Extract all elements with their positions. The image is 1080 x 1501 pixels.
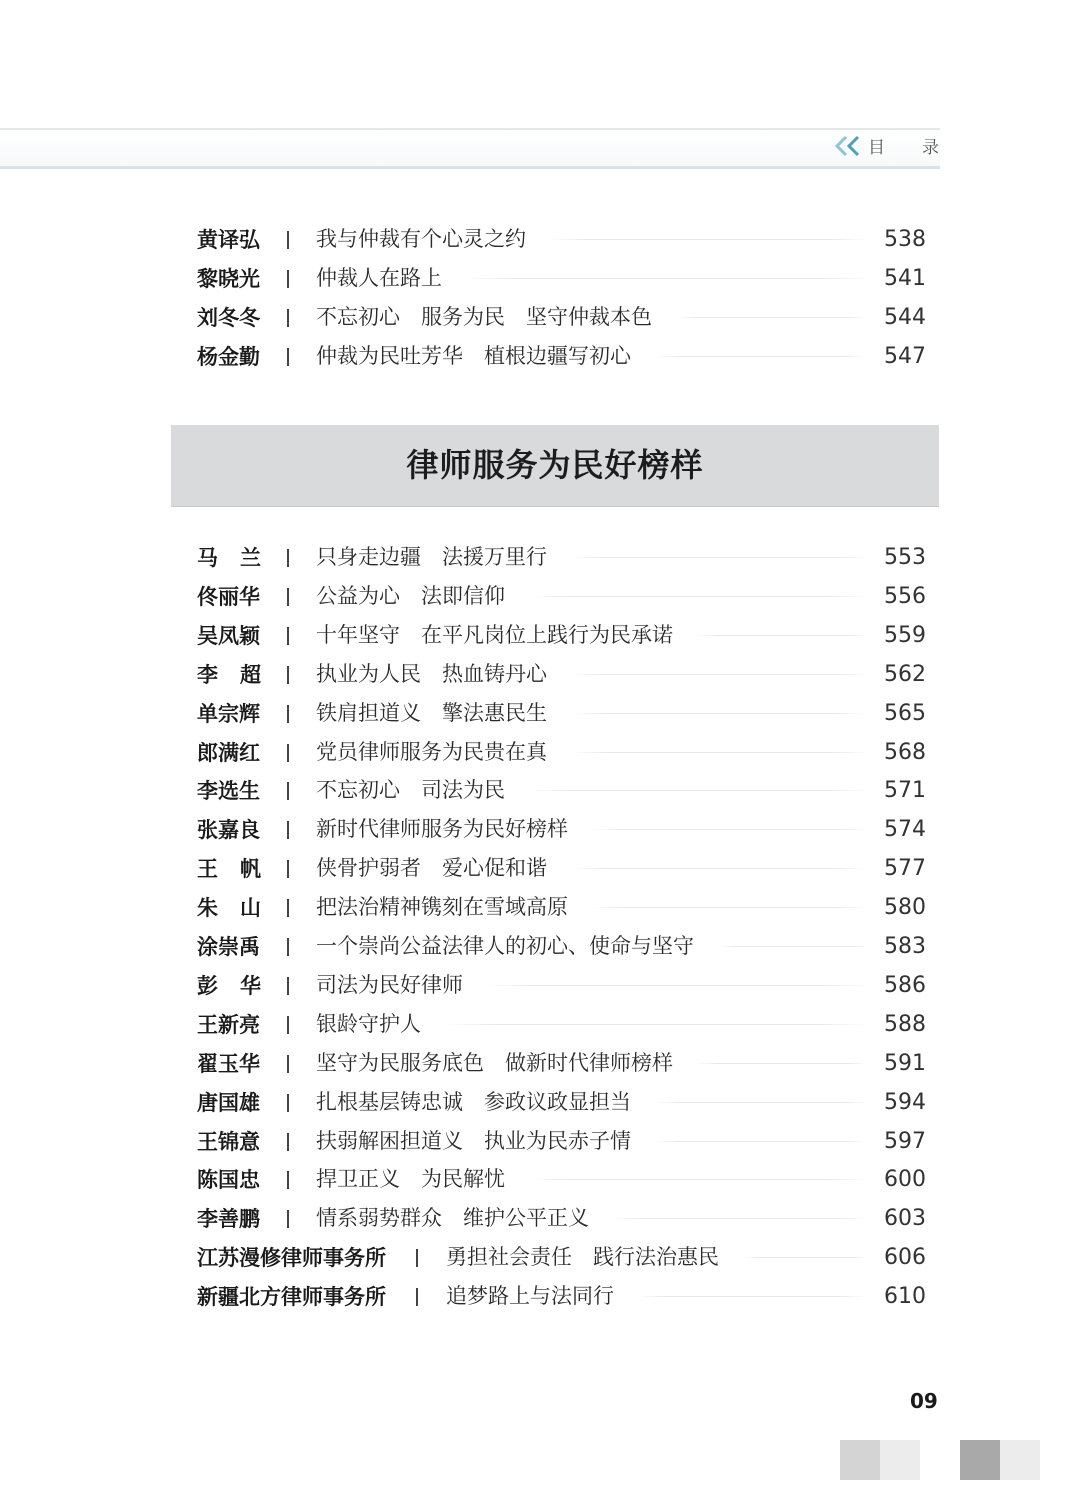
toc-entry[interactable] bbox=[0, 259, 1080, 298]
toc-entry[interactable] bbox=[0, 694, 1080, 733]
toc-entry[interactable] bbox=[0, 1199, 1080, 1238]
toc-entry-author: 涂崇禹 bbox=[197, 934, 260, 959]
toc-entry-page: 568 bbox=[884, 739, 926, 765]
toc-entry-page: 559 bbox=[884, 622, 926, 648]
toc-entry[interactable] bbox=[0, 966, 1080, 1005]
toc-entry-title: 公益为心 法即信仰 bbox=[316, 583, 505, 608]
toc-entry-page: 588 bbox=[884, 1011, 926, 1037]
separator-bar bbox=[287, 977, 289, 995]
leader-line bbox=[697, 635, 868, 636]
toc-entry-author: 王锦意 bbox=[197, 1128, 260, 1154]
leader-line bbox=[529, 790, 868, 791]
leader-line bbox=[571, 557, 868, 558]
separator-bar bbox=[287, 309, 289, 327]
toc-entry-author: 唐国雄 bbox=[197, 1089, 260, 1115]
separator-bar bbox=[287, 860, 289, 878]
toc-entry-title: 执业为人民 热血铸丹心 bbox=[316, 661, 547, 686]
leader-line bbox=[655, 1102, 868, 1103]
leader-line bbox=[718, 946, 868, 947]
leader-line bbox=[550, 239, 868, 240]
toc-entry-page: 603 bbox=[884, 1206, 926, 1232]
leader-line bbox=[466, 278, 868, 279]
separator-bar bbox=[287, 231, 289, 249]
separator-bar bbox=[287, 348, 289, 366]
toc-entry-title: 不忘初心 服务为民 坚守仲裁本色 bbox=[316, 305, 652, 329]
double-chevron-left-icon bbox=[832, 134, 862, 158]
toc-entry-page: 610 bbox=[884, 1284, 926, 1310]
toc-entry[interactable] bbox=[0, 1083, 1080, 1122]
toc-entry-title: 新时代律师服务为民好榜样 bbox=[316, 817, 568, 842]
toc-entry-author: 杨金勤 bbox=[197, 344, 260, 369]
toc-entry-page: 580 bbox=[884, 895, 926, 921]
separator-bar bbox=[287, 821, 289, 839]
leader-line bbox=[655, 356, 868, 357]
toc-entry-title: 侠骨护弱者 爱心促和谐 bbox=[316, 856, 547, 881]
toc-entry-title: 十年坚守 在平凡岗位上践行为民承诺 bbox=[316, 622, 673, 647]
toc-entry-title: 坚守为民服务底色 做新时代律师榜样 bbox=[316, 1050, 673, 1075]
toc-entry[interactable] bbox=[0, 337, 1080, 376]
toc-entry[interactable] bbox=[0, 927, 1080, 966]
toc-entry-title: 司法为民好律师 bbox=[316, 972, 463, 997]
leader-line bbox=[613, 1218, 868, 1219]
toc-entry-page: 600 bbox=[884, 1167, 926, 1193]
leader-line bbox=[743, 1257, 868, 1258]
toc-entry-page: 556 bbox=[884, 583, 926, 609]
toc-entry-author: 江苏漫修律师事务所 bbox=[197, 1245, 386, 1271]
leader-line bbox=[571, 674, 868, 675]
toc-entry-title: 追梦路上与法同行 bbox=[446, 1284, 614, 1309]
toc-entry-author: 李善鹏 bbox=[197, 1206, 260, 1232]
toc-entry[interactable] bbox=[0, 1277, 1080, 1316]
leader-line bbox=[445, 1024, 868, 1025]
separator-bar bbox=[287, 1210, 289, 1228]
separator-bar bbox=[287, 1171, 289, 1189]
leader-line bbox=[638, 1296, 868, 1297]
toc-entry-page: 538 bbox=[884, 227, 926, 252]
toc-entry-page: 606 bbox=[884, 1245, 926, 1271]
separator-bar bbox=[287, 705, 289, 723]
toc-entry-title: 党员律师服务为民贵在真 bbox=[316, 739, 547, 764]
toc-entry[interactable] bbox=[0, 888, 1080, 927]
separator-bar bbox=[287, 1016, 289, 1034]
toc-entry-author: 王新亮 bbox=[197, 1011, 260, 1037]
toc-entry-page: 594 bbox=[884, 1089, 926, 1115]
toc-entry[interactable] bbox=[0, 298, 1080, 337]
toc-entry-title: 铁肩担道义 擎法惠民生 bbox=[316, 700, 547, 725]
toc-entry[interactable] bbox=[0, 1160, 1080, 1199]
toc-entry-title: 勇担社会责任 践行法治惠民 bbox=[446, 1245, 719, 1270]
toc-entry-title: 我与仲裁有个心灵之约 bbox=[316, 227, 526, 251]
toc-entry-page: 586 bbox=[884, 972, 926, 998]
header-band bbox=[0, 128, 940, 169]
toc-entry[interactable] bbox=[0, 1044, 1080, 1083]
toc-entry-author: 朱 山 bbox=[197, 895, 261, 921]
section-title: 律师服务为民好榜样 bbox=[406, 446, 704, 484]
toc-entry-page: 562 bbox=[884, 661, 926, 687]
watermark-block bbox=[880, 1440, 920, 1480]
separator-bar bbox=[416, 1249, 418, 1267]
toc-entry-page: 553 bbox=[884, 545, 926, 570]
separator-bar bbox=[287, 1055, 289, 1073]
leader-line bbox=[592, 829, 868, 830]
separator-bar bbox=[287, 744, 289, 762]
watermark-block bbox=[1000, 1440, 1040, 1480]
separator-bar bbox=[287, 782, 289, 800]
separator-bar bbox=[287, 666, 289, 684]
toc-entry[interactable] bbox=[0, 655, 1080, 694]
toc-entry-author: 李选生 bbox=[197, 778, 260, 804]
leader-line bbox=[676, 317, 868, 318]
toc-entry[interactable] bbox=[0, 733, 1080, 772]
leader-line bbox=[655, 1141, 868, 1142]
toc-entry-author: 黎晓光 bbox=[197, 266, 260, 291]
toc-entry-author: 马 兰 bbox=[197, 545, 261, 570]
toc-entry-author: 陈国忠 bbox=[197, 1167, 260, 1193]
toc-entry-title: 一个崇尚公益法律人的初心、使命与坚守 bbox=[316, 934, 694, 958]
toc-entry-page: 544 bbox=[884, 305, 926, 330]
toc-entry-author: 单宗辉 bbox=[197, 700, 260, 726]
leader-line bbox=[487, 985, 868, 986]
separator-bar bbox=[287, 627, 289, 645]
toc-entry-author: 李 超 bbox=[197, 661, 261, 687]
toc-entry-title: 不忘初心 司法为民 bbox=[316, 778, 505, 803]
toc-entry-title: 银龄守护人 bbox=[316, 1011, 421, 1036]
toc-entry[interactable] bbox=[0, 849, 1080, 888]
leader-line bbox=[592, 907, 868, 908]
toc-entry-page: 574 bbox=[884, 817, 926, 843]
toc-entry[interactable] bbox=[0, 810, 1080, 849]
toc-entry-author: 佟丽华 bbox=[197, 583, 260, 609]
leader-line bbox=[529, 1179, 868, 1180]
toc-entry-page: 591 bbox=[884, 1050, 926, 1076]
separator-bar bbox=[287, 1094, 289, 1112]
leader-line bbox=[571, 713, 868, 714]
toc-entry-title: 扶弱解困担道义 执业为民赤子情 bbox=[316, 1128, 631, 1153]
separator-bar bbox=[287, 899, 289, 917]
toc-entry-title: 只身走边疆 法援万里行 bbox=[316, 545, 547, 569]
toc-entry-title: 仲裁为民吐芳华 植根边疆写初心 bbox=[316, 344, 631, 368]
toc-entry-author: 黄译弘 bbox=[197, 227, 260, 252]
watermark-block bbox=[840, 1440, 880, 1480]
separator-bar bbox=[287, 549, 289, 567]
toc-entry-author: 王 帆 bbox=[197, 856, 261, 882]
toc-entry-author: 张嘉良 bbox=[197, 817, 260, 843]
watermark-block bbox=[960, 1440, 1000, 1480]
toc-entry[interactable] bbox=[0, 616, 1080, 655]
toc-entry-title: 把法治精神镌刻在雪域高原 bbox=[316, 895, 568, 920]
toc-entry-page: 583 bbox=[884, 934, 926, 959]
leader-line bbox=[697, 1063, 868, 1064]
toc-entry[interactable] bbox=[0, 1238, 1080, 1277]
toc-entry-title: 捍卫正义 为民解忧 bbox=[316, 1167, 505, 1192]
toc-entry-page: 541 bbox=[884, 266, 926, 291]
section-banner bbox=[171, 425, 939, 506]
leader-line bbox=[529, 596, 868, 597]
separator-bar bbox=[287, 270, 289, 288]
toc-entry-author: 吴凤颖 bbox=[197, 622, 260, 648]
separator-bar bbox=[287, 588, 289, 606]
toc-entry[interactable] bbox=[0, 1005, 1080, 1044]
toc-entry-page: 571 bbox=[884, 778, 926, 804]
toc-entry[interactable] bbox=[0, 1122, 1080, 1161]
toc-entry[interactable] bbox=[0, 771, 1080, 810]
toc-entry-title: 情系弱势群众 维护公平正义 bbox=[316, 1206, 589, 1231]
separator-bar bbox=[416, 1288, 418, 1306]
toc-entry-page: 547 bbox=[884, 344, 926, 369]
header-label-lu: 录 bbox=[922, 138, 939, 158]
toc-entry-page: 565 bbox=[884, 700, 926, 726]
toc-entry[interactable] bbox=[0, 538, 1080, 577]
toc-entry-author: 新疆北方律师事务所 bbox=[197, 1284, 386, 1310]
leader-line bbox=[571, 868, 868, 869]
toc-entry[interactable] bbox=[0, 220, 1080, 259]
toc-entry-author: 翟玉华 bbox=[197, 1050, 260, 1076]
toc-entry-title: 仲裁人在路上 bbox=[316, 266, 442, 290]
header-label-mu: 目 bbox=[868, 138, 885, 158]
toc-entry-page: 577 bbox=[884, 856, 926, 882]
leader-line bbox=[571, 752, 868, 753]
separator-bar bbox=[287, 938, 289, 956]
separator-bar bbox=[287, 1133, 289, 1151]
page-number: 09 bbox=[910, 1389, 938, 1413]
toc-entry-author: 刘冬冬 bbox=[197, 305, 260, 330]
toc-entry-title: 扎根基层铸忠诚 参政议政显担当 bbox=[316, 1089, 631, 1114]
toc-entry-author: 郎满红 bbox=[197, 739, 260, 765]
toc-entry-author: 彭 华 bbox=[197, 972, 261, 998]
toc-entry-page: 597 bbox=[884, 1128, 926, 1154]
toc-entry[interactable] bbox=[0, 577, 1080, 616]
